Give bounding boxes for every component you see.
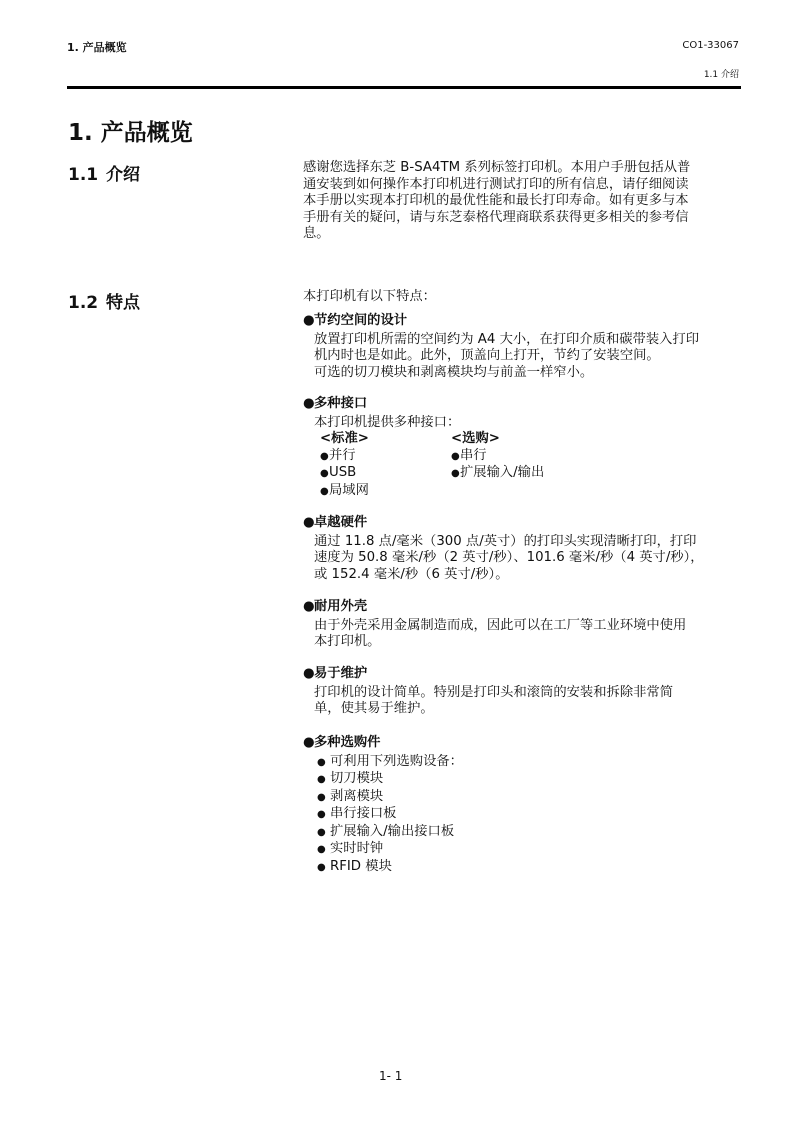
page-number: 1- 1 <box>379 1069 403 1083</box>
header-chapter: 1. 产品概览 <box>67 41 127 54</box>
bullet-icon: ● <box>451 450 460 462</box>
header-rule <box>67 86 741 89</box>
feature-maintenance <box>303 666 739 718</box>
bullet-icon: ● <box>317 756 326 768</box>
feature-line: 本打印机提供多种接口： <box>314 414 461 430</box>
feature-line: 由于外壳采用金属制造而成，因此可以在工厂等工业环境中使用 <box>314 617 687 633</box>
bullet-icon: ● <box>317 791 326 803</box>
list-item: ● 可利用下列选购设备： <box>317 754 739 772</box>
list-item: ● 实时时钟 <box>317 841 739 859</box>
chapter-title: 1. 产品概览 <box>68 120 193 146</box>
feature-title: ●卓越硬件 <box>303 515 368 530</box>
interface-table <box>314 431 739 500</box>
list-item: ● 切刀模块 <box>317 771 739 789</box>
optional-heading: <选购> <box>451 431 500 446</box>
bullet-icon: ● <box>303 599 315 614</box>
list-item: ●扩展输入/输出 <box>451 465 544 483</box>
intro-line: 本手册以实现本打印机的最优性能和最长打印寿命。如有更多与本 <box>303 193 689 208</box>
bullet-icon: ● <box>303 313 315 328</box>
feature-title: ●易于维护 <box>303 666 368 681</box>
feature-line: 打印机的设计简单。特别是打印头和滚筒的安装和拆除非常简 <box>314 684 674 700</box>
feature-line: 单，使其易于维护。 <box>314 701 434 716</box>
section-1-1-heading <box>68 160 140 185</box>
features-intro: 本打印机有以下特点： <box>303 289 436 304</box>
standard-heading: <标准> <box>320 431 369 446</box>
feature-title: ●多种接口 <box>303 396 368 411</box>
feature-line: 可选的切刀模块和剥离模块均与前盖一样窄小。 <box>314 364 594 380</box>
standard-interfaces <box>314 431 445 500</box>
header-section: 1.1 介绍 <box>703 70 739 80</box>
bullet-icon: ● <box>303 515 315 530</box>
feature-title: ●节约空间的设计 <box>303 313 408 328</box>
list-item: ● 扩展输入/输出接口板 <box>317 824 739 842</box>
bullet-icon: ● <box>317 844 326 855</box>
feature-line: 机内时也是如此。此外，顶盖向上打开，节约了安装空间。 <box>314 348 660 363</box>
bullet-icon: ● <box>317 809 326 820</box>
bullet-icon: ● <box>320 485 329 497</box>
options-list <box>317 754 739 877</box>
feature-interfaces <box>303 396 739 500</box>
optional-interfaces <box>445 431 544 500</box>
section-title: 特点 <box>106 293 140 313</box>
intro-line: 通安装到如何操作本打印机进行测试打印的所有信息，请仔细阅读 <box>303 176 689 192</box>
bullet-icon: ● <box>320 450 329 462</box>
intro-line: 息。 <box>303 226 330 241</box>
section-number: 1.2 <box>68 293 99 313</box>
feature-line: 速度为 50.8 毫米/秒（2 英寸/秒）、101.6 毫米/秒（4 英寸/秒）， <box>314 550 704 565</box>
list-item: ● RFID 模块 <box>317 859 739 877</box>
section-title: 介绍 <box>106 165 140 185</box>
list-item: ● 剥离模块 <box>317 789 739 807</box>
feature-title: ●多种选购件 <box>303 735 381 750</box>
bullet-icon: ● <box>303 666 315 681</box>
feature-line: 通过 11.8 点/毫米（300 点/英寸）的打印头实现清晰打印，打印 <box>314 533 697 549</box>
section-number: 1.1 <box>68 165 99 185</box>
bullet-icon: ● <box>317 826 326 838</box>
feature-housing <box>303 599 739 651</box>
bullet-icon: ● <box>303 735 315 750</box>
feature-line: 放置打印机所需的空间约为 A4 大小，在打印介质和碳带装入打印 <box>314 331 700 347</box>
bullet-icon: ● <box>320 468 329 479</box>
feature-line: 或 152.4 毫米/秒（6 英寸/秒）。 <box>314 566 509 582</box>
bullet-icon: ● <box>303 396 315 411</box>
bullet-icon: ● <box>451 468 460 479</box>
section-1-2-heading <box>68 288 140 313</box>
list-item: ●串行 <box>451 448 544 466</box>
list-item: ● 串行接口板 <box>317 806 739 824</box>
feature-hardware <box>303 515 739 583</box>
header-doc-number: CO1-33067 <box>682 40 739 51</box>
intro-line: 感谢您选择东芝 B-SA4TM 系列标签打印机。本用户手册包括从普 <box>303 160 691 175</box>
feature-title: ●耐用外壳 <box>303 599 368 614</box>
bullet-icon: ● <box>317 861 326 873</box>
feature-space-saving <box>303 313 739 381</box>
section-1-1-body <box>303 160 739 243</box>
intro-line: 手册有关的疑问，请与东芝泰格代理商联系获得更多相关的参考信 <box>303 209 689 225</box>
list-item: ●USB <box>320 465 445 483</box>
feature-options <box>303 735 739 876</box>
bullet-icon: ● <box>317 774 326 785</box>
feature-line: 本打印机。 <box>314 634 381 649</box>
list-item: ●并行 <box>320 448 445 466</box>
list-item: ●局域网 <box>320 483 445 501</box>
